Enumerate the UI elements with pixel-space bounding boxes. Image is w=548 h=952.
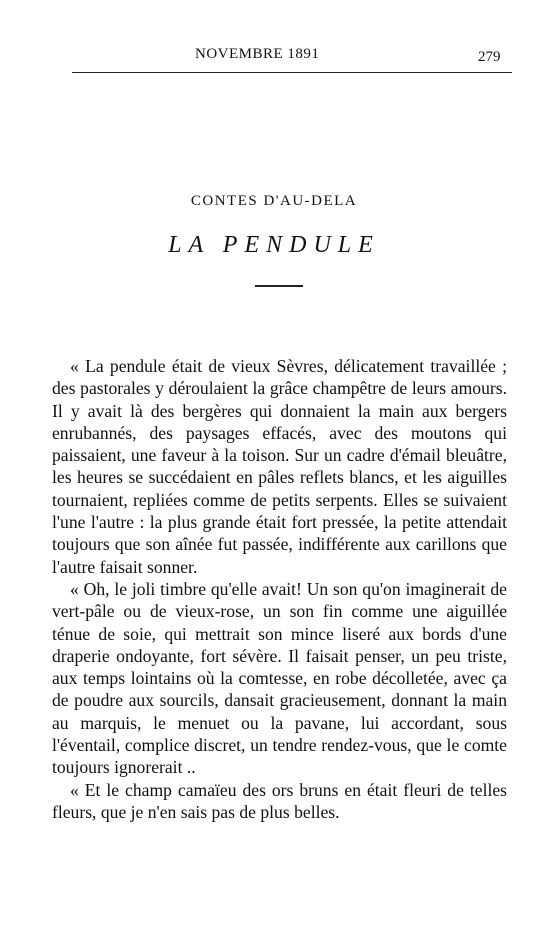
running-head — [0, 44, 548, 68]
page-number: 279 — [478, 49, 501, 65]
story-title: LA PENDULE — [168, 232, 380, 258]
section-title: CONTES D'AU-DELA — [190, 193, 358, 209]
paragraph: « La pendule était de vieux Sèvres, délicatement travaillée ; des pastorales y déroulaient la grâce champêtre de leurs amours. Il y avait là des bergères qui donnaient la main aux bergers enrubannés, des paysages effacés, avec des moutons qui paissaient, une faveur à la toison. Sur un cadre d'émail bleuâtre, les heures se succédaient en pâles reflets blancs, et les aiguilles tournaient, repliées comme de petits serpents. Elles se suivaient l'une l'autre : la plus grande était fort pressée, la petite attendait toujours que son aînée fut passée, indifférente aux carillons que l'autre faisait sonner. — [52, 356, 507, 577]
header-rule — [72, 72, 512, 73]
paragraph: « Oh, le joli timbre qu'elle avait! Un son qu'on imaginerait de vert-pâle ou de vieux-rose, un son fin comme une aiguillée ténue de soie, qui mettrait son mince liseré aux bords d'une draperie ondoyante, fort sévère. Il faisait penser, un peu triste, aux temps lointains où la comtesse, en robe décolletée, avec ça de poudre aux sourcils, dansait gracieusement, donnant la main au marquis, le menuet ou la pavane, lui accordant, sous l'éventail, complice discret, un tendre rendez-vous, que le comte toujours ignorerait .. — [52, 578, 507, 778]
running-title: NOVEMBRE 1891 — [195, 46, 320, 62]
body-text — [52, 355, 507, 823]
paragraph: « Et le champ camaïeu des ors bruns en était fleuri de telles fleurs, que je n'en sais pas de plus belles. — [52, 779, 507, 822]
title-rule — [255, 285, 303, 287]
